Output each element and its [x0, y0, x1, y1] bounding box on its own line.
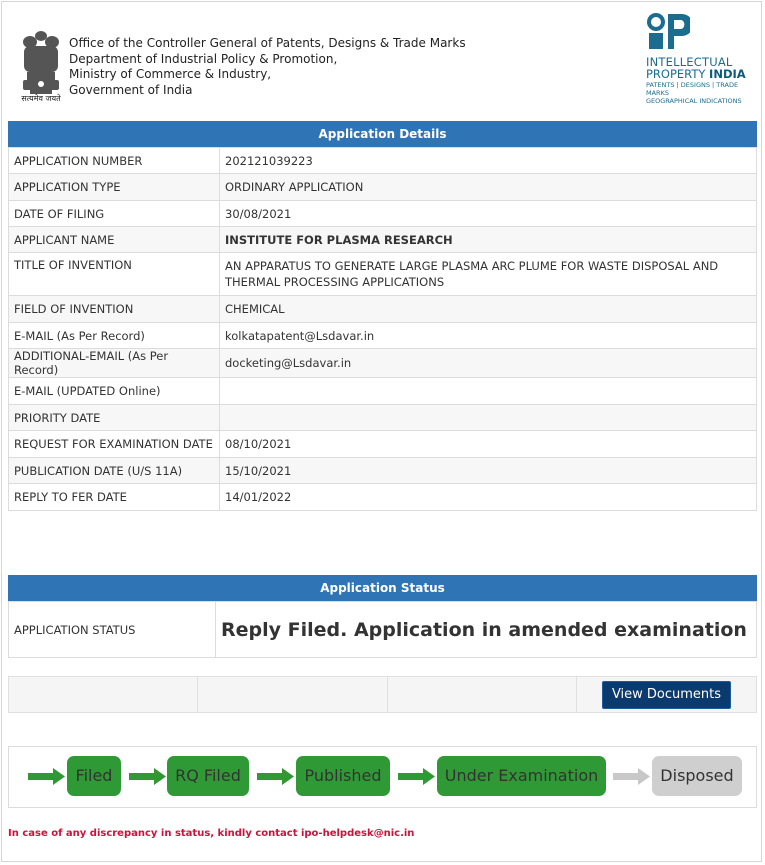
row-value: 202121039223	[220, 148, 757, 174]
office-title	[69, 36, 466, 98]
arrow-right-icon	[398, 768, 435, 785]
empty-cell	[9, 677, 198, 713]
row-label: PUBLICATION DATE (U/S 11A)	[9, 458, 220, 484]
step-filed: Filed	[67, 756, 121, 796]
row-value: INSTITUTE FOR PLASMA RESEARCH	[220, 227, 757, 253]
application-details-table	[8, 147, 757, 511]
status-label: APPLICATION STATUS	[9, 602, 216, 658]
arrow-right-icon	[257, 768, 294, 785]
table-row	[9, 174, 757, 201]
row-label: REQUEST FOR EXAMINATION DATE	[9, 431, 220, 458]
row-value: AN APPARATUS TO GENERATE LARGE PLASMA ARC PLUME FOR WASTE DISPOSAL AND THERMAL PROCESSING APPLICATIONS	[220, 253, 757, 296]
ip-india-logo-icon	[646, 12, 690, 50]
table-row	[9, 323, 757, 349]
row-label: TITLE OF INVENTION	[9, 253, 220, 296]
table-row	[9, 296, 757, 323]
arrow-right-icon	[613, 768, 650, 785]
table-row	[9, 148, 757, 174]
button-cell	[577, 677, 757, 713]
ip-logo-line2a: PROPERTY	[646, 67, 710, 81]
row-label: ADDITIONAL-EMAIL (As Per Record)	[9, 349, 220, 378]
row-label: APPLICATION TYPE	[9, 174, 220, 201]
status-value: Reply Filed. Application in amended examination	[216, 602, 757, 658]
row-label: E-MAIL (As Per Record)	[9, 323, 220, 349]
row-value: 08/10/2021	[220, 431, 757, 458]
table-row	[9, 253, 757, 296]
row-value	[220, 405, 757, 431]
arrow-right-icon	[129, 768, 166, 785]
office-line: Government of India	[69, 82, 193, 97]
row-value: docketing@Lsdavar.in	[220, 349, 757, 378]
office-line: Department of Industrial Policy & Promotion,	[69, 51, 338, 66]
empty-cell	[388, 677, 577, 713]
application-details-header: Application Details	[8, 121, 757, 147]
step-published: Published	[296, 756, 390, 796]
office-line: Ministry of Commerce & Industry,	[69, 67, 272, 81]
status-progress-tracker	[8, 746, 757, 808]
application-status-table	[8, 601, 757, 658]
row-label: DATE OF FILING	[9, 201, 220, 227]
table-row	[9, 405, 757, 431]
office-line: Office of the Controller General of Patents, Designs & Trade Marks	[69, 36, 466, 50]
row-label: E-MAIL (UPDATED Online)	[9, 378, 220, 405]
ip-logo-line2	[646, 68, 758, 80]
row-value: ORDINARY APPLICATION	[220, 174, 757, 201]
table-row	[9, 201, 757, 227]
table-row	[9, 484, 757, 511]
table-row	[9, 677, 757, 713]
row-value: 15/10/2021	[220, 458, 757, 484]
ip-logo-line1: INTELLECTUAL	[646, 55, 733, 69]
row-value: 30/08/2021	[220, 201, 757, 227]
table-row	[9, 431, 757, 458]
table-row	[9, 378, 757, 405]
row-value: kolkatapatent@Lsdavar.in	[220, 323, 757, 349]
step-under-examination: Under Examination	[437, 756, 606, 796]
empty-cell	[198, 677, 388, 713]
step-rq-filed: RQ Filed	[167, 756, 249, 796]
row-label: FIELD OF INVENTION	[9, 296, 220, 323]
ip-india-logo	[646, 12, 758, 105]
table-row	[9, 227, 757, 253]
helpdesk-note: In case of any discrepancy in status, kindly contact ipo-helpdesk@nic.in	[8, 828, 415, 839]
row-value: 14/01/2022	[220, 484, 757, 511]
application-status-header: Application Status	[8, 575, 757, 601]
table-row	[9, 349, 757, 378]
row-label: REPLY TO FER DATE	[9, 484, 220, 511]
row-label: APPLICATION NUMBER	[9, 148, 220, 174]
row-value: CHEMICAL	[220, 296, 757, 323]
row-value	[220, 378, 757, 405]
view-documents-button[interactable]: View Documents	[602, 681, 731, 709]
table-row	[9, 458, 757, 484]
row-label: PRIORITY DATE	[9, 405, 220, 431]
table-row	[9, 602, 757, 658]
documents-row	[8, 676, 757, 713]
emblem-motto: सत्यमेव जयते	[21, 94, 61, 103]
arrow-right-icon	[28, 768, 65, 785]
ip-logo-line4: GEOGRAPHICAL INDICATIONS	[646, 97, 742, 105]
ip-logo-line2b: INDIA	[709, 67, 746, 81]
ip-logo-line3: PATENTS | DESIGNS | TRADE MARKS	[646, 81, 739, 97]
step-disposed: Disposed	[652, 756, 742, 796]
row-label: APPLICANT NAME	[9, 227, 220, 253]
